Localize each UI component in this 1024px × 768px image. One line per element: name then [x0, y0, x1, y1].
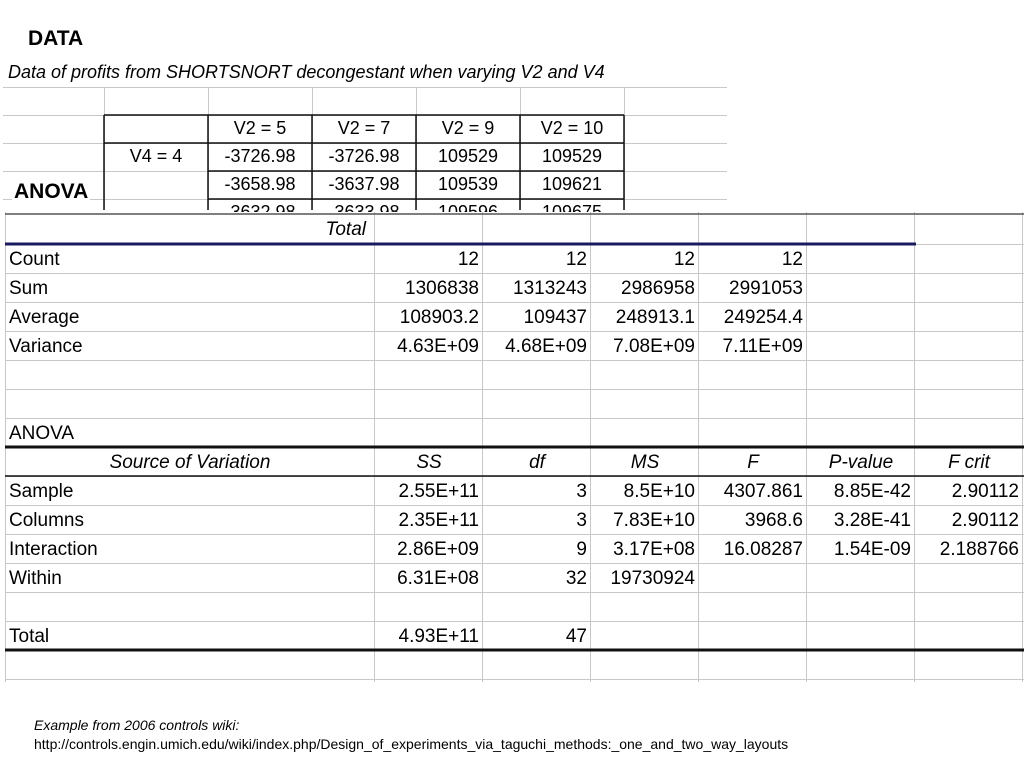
anova-value: 2.35E+11: [398, 510, 479, 531]
anova-header-f: F: [747, 452, 759, 473]
data-cell: -3726.98: [328, 146, 400, 166]
table-row: [5, 333, 1024, 361]
anova-value: 2.90112: [951, 481, 1019, 502]
anova-value: 2.86E+09: [397, 539, 479, 560]
summary-value: 12: [457, 249, 479, 270]
summary-value: 249254.4: [723, 307, 803, 328]
table-row: [5, 536, 1024, 564]
summary-label: Count: [9, 249, 60, 270]
anova-header-ss: SS: [416, 452, 442, 473]
anova-total-label: Total: [9, 626, 50, 647]
table-row: [5, 478, 1024, 506]
anova-total-row: [5, 623, 1024, 651]
anova-source: Interaction: [9, 539, 98, 560]
anova-value: 3: [576, 510, 587, 531]
data-row-label: V4 = 4: [129, 146, 183, 166]
anova-value: 2.188766: [939, 539, 1019, 560]
summary-header-row: [5, 216, 1024, 244]
anova-value: 16.08287: [723, 539, 803, 560]
summary-value: 248913.1: [615, 307, 695, 328]
data-header-v2-10: V2 = 10: [540, 118, 604, 138]
anova-header-source: Source of Variation: [109, 452, 271, 473]
anova-sheet: [5, 212, 1024, 682]
citation-url[interactable]: http://controls.engin.umich.edu/wiki/index.php/Design_of_experiments_via_taguchi_methods:_one_and_two_way_layouts: [34, 736, 789, 752]
anova-header-df: df: [529, 452, 545, 473]
citation-note: Example from 2006 controls wiki:: [34, 717, 240, 733]
anova-value: 3.28E-41: [833, 510, 911, 531]
data-header-v2-5: V2 = 5: [233, 118, 287, 138]
anova-table-title: ANOVA: [9, 423, 75, 444]
anova-header-p-value: P-value: [828, 452, 894, 473]
summary-value: 109437: [523, 307, 587, 328]
anova-title-row: [5, 420, 1024, 448]
summary-label: Sum: [9, 278, 49, 299]
data-table: [3, 60, 727, 210]
anova-value: 3968.6: [744, 510, 803, 531]
data-heading: DATA: [28, 27, 84, 50]
data-cell: -3637.98: [328, 174, 400, 194]
anova-source: Sample: [9, 481, 74, 502]
anova-value: 19730924: [610, 568, 695, 589]
anova-value: 9: [576, 539, 587, 560]
anova-value: 1.54E-09: [833, 539, 911, 560]
anova-total-df: 47: [565, 626, 587, 647]
data-header-v2-9: V2 = 9: [441, 118, 495, 138]
summary-value: 1313243: [513, 278, 587, 299]
summary-value: 1306838: [405, 278, 479, 299]
anova-source: Within: [9, 568, 62, 589]
summary-value: 108903.2: [399, 307, 479, 328]
summary-value: 4.63E+09: [397, 336, 479, 357]
data-cell: 109529: [437, 146, 499, 166]
anova-value: 8.85E-42: [833, 481, 911, 502]
data-header-v2-7: V2 = 7: [337, 118, 391, 138]
citation-footer: [34, 716, 788, 754]
anova-value: 8.5E+10: [623, 481, 695, 502]
anova-source: Columns: [9, 510, 84, 531]
anova-value: 2.90112: [951, 510, 1019, 531]
anova-total-ss: 4.93E+11: [398, 626, 479, 647]
summary-value: 12: [565, 249, 587, 270]
anova-header-f-crit: F crit: [948, 452, 990, 473]
anova-value: 3: [576, 481, 587, 502]
data-cell: -3658.98: [224, 174, 296, 194]
summary-value: 7.11E+09: [722, 336, 803, 357]
summary-value: 12: [673, 249, 695, 270]
summary-label: Variance: [9, 336, 83, 357]
anova-value: 32: [565, 568, 587, 589]
anova-value: 3.17E+08: [613, 539, 695, 560]
data-cell: 109621: [541, 174, 603, 194]
table-row: [5, 507, 1024, 535]
anova-header-row: [5, 449, 1024, 477]
table-row: [5, 275, 1024, 303]
table-row: [5, 304, 1024, 332]
summary-value: 12: [781, 249, 803, 270]
summary-value: 7.08E+09: [613, 336, 695, 357]
summary-value: 2991053: [729, 278, 803, 299]
anova-header-ms: MS: [630, 452, 660, 473]
summary-value: 4.68E+09: [505, 336, 587, 357]
data-cell: -3726.98: [224, 146, 296, 166]
table-row: [5, 565, 1024, 593]
anova-value: 6.31E+08: [397, 568, 479, 589]
data-cell: 109539: [437, 174, 499, 194]
data-cell: 109529: [541, 146, 603, 166]
anova-value: 2.55E+11: [398, 481, 479, 502]
summary-value: 2986958: [621, 278, 695, 299]
summary-header-total: Total: [325, 219, 366, 240]
anova-value: 4307.861: [723, 481, 803, 502]
anova-heading: ANOVA: [14, 180, 89, 203]
data-table-title: Data of profits from SHORTSNORT decongestant when varying V2 and V4: [8, 62, 605, 82]
summary-label: Average: [9, 307, 80, 328]
anova-value: 7.83E+10: [613, 510, 695, 531]
table-row: [5, 246, 1024, 274]
